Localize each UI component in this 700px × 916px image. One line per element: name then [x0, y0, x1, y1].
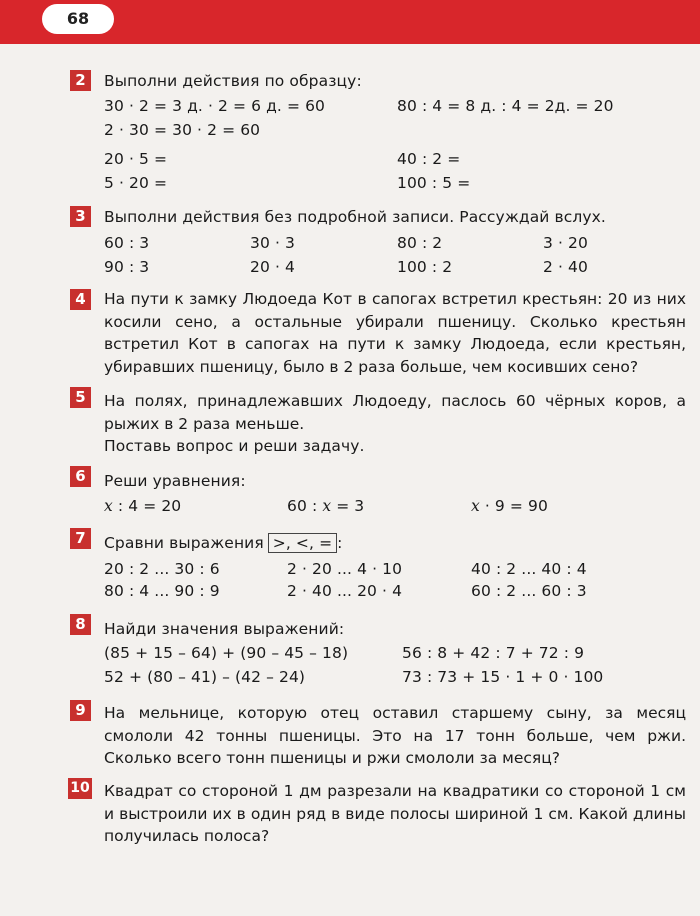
task-3-item: 90 : 3 [104, 258, 150, 276]
task-6-title: Реши уравнения: [104, 472, 246, 490]
variable-x: x [322, 497, 332, 515]
task-8-title: Найди значения выражений: [104, 620, 345, 638]
task-9-text: На мельнице, которую отец оставил старшему сыну, за месяц смололи 42 тонны пшеницы. Это на 17 тонн больше, чем ржи. Сколько всего тонн пшеницы и ржи смололи за месяц? [104, 704, 686, 767]
task-number-7: 7 [70, 528, 91, 549]
task-3-item: 2 · 40 [543, 258, 588, 276]
task-2-example-2: 80 : 4 = 8 д. : 4 = 2д. = 20 [397, 97, 614, 115]
task-7-item: 2 · 20 ... 4 · 10 [287, 560, 403, 578]
equation-part: : 4 = 20 [117, 497, 182, 515]
task-7-item: 80 : 4 ... 90 : 9 [104, 582, 220, 600]
task-3-item: 60 : 3 [104, 234, 150, 252]
equation-part: = 3 [336, 497, 365, 515]
variable-x: x [104, 497, 113, 515]
task-2-example-3: 2 · 30 = 30 · 2 = 60 [104, 121, 261, 139]
task-3-title: Выполни действия без подробной записи. Рассуждай вслух. [104, 208, 606, 226]
comparison-signs-box: >, <, = [268, 533, 337, 553]
task-3-item: 3 · 20 [543, 234, 588, 252]
task-8-item: 52 + (80 – 41) – (42 – 24) [104, 668, 306, 686]
task-number-3: 3 [70, 206, 91, 227]
task-number-2: 2 [70, 70, 91, 91]
variable-x: x [471, 497, 480, 515]
task-10-text: Квадрат со стороной 1 дм разрезали на квадратики со стороной 1 см и выстроили их в один ряд в виде полосы шириной 1 см. Какой длины получилась полоса? [104, 782, 686, 845]
task-number-4: 4 [70, 289, 91, 310]
task-number-5: 5 [70, 387, 91, 408]
task-2-item: 100 : 5 = [397, 174, 471, 192]
page-number: 68 [42, 4, 114, 34]
task-6-equation-2 [287, 495, 364, 517]
task-4-text: На пути к замку Людоеда Кот в сапогах встретил крестьян: 20 из них косили сено, а остальные убирали пшеницу. Сколько крестьян встретил Кот в сапогах на пути к замку Людоеда, если крестьян, убиравших пшеницу, было в 2 раза больше, чем косивших сено? [104, 290, 686, 376]
task-number-6: 6 [70, 466, 91, 487]
task-5-text: На полях, принадлежавших Людоеду, паслось 60 чёрных коров, а рыжих в 2 раза меньше. [104, 392, 686, 433]
task-2-item: 20 · 5 = [104, 150, 168, 168]
task-7-item: 60 : 2 ... 60 : 3 [471, 582, 587, 600]
task-number-8: 8 [70, 614, 91, 635]
task-8-item: (85 + 15 – 64) + (90 – 45 – 18) [104, 644, 349, 662]
task-number-9: 9 [70, 700, 91, 721]
task-7-item: 20 : 2 ... 30 : 6 [104, 560, 220, 578]
task-7-item: 40 : 2 ... 40 : 4 [471, 560, 587, 578]
task-3-item: 20 · 4 [250, 258, 295, 276]
task-8-item: 56 : 8 + 42 : 7 + 72 : 9 [402, 644, 585, 662]
task-8-item: 73 : 73 + 15 · 1 + 0 · 100 [402, 668, 604, 686]
task-7-title [104, 532, 342, 554]
task-7-title-text: Сравни выражения [104, 534, 264, 552]
task-2-example-1: 30 · 2 = 3 д. · 2 = 6 д. = 60 [104, 97, 326, 115]
task-6-equation-1 [104, 495, 181, 517]
equation-part: 60 : [287, 497, 318, 515]
task-2-item: 5 · 20 = [104, 174, 168, 192]
task-number-10: 10 [68, 778, 92, 799]
task-2-title: Выполни действия по образцу: [104, 72, 362, 90]
task-5-instruction: Поставь вопрос и реши задачу. [104, 437, 365, 455]
task-6-equation-3 [471, 495, 548, 517]
task-3-item: 100 : 2 [397, 258, 453, 276]
task-2-item: 40 : 2 = [397, 150, 461, 168]
task-3-item: 80 : 2 [397, 234, 443, 252]
equation-part: · 9 = 90 [484, 497, 548, 515]
task-3-item: 30 · 3 [250, 234, 295, 252]
task-7-item: 2 · 40 ... 20 · 4 [287, 582, 403, 600]
colon: : [337, 534, 343, 552]
